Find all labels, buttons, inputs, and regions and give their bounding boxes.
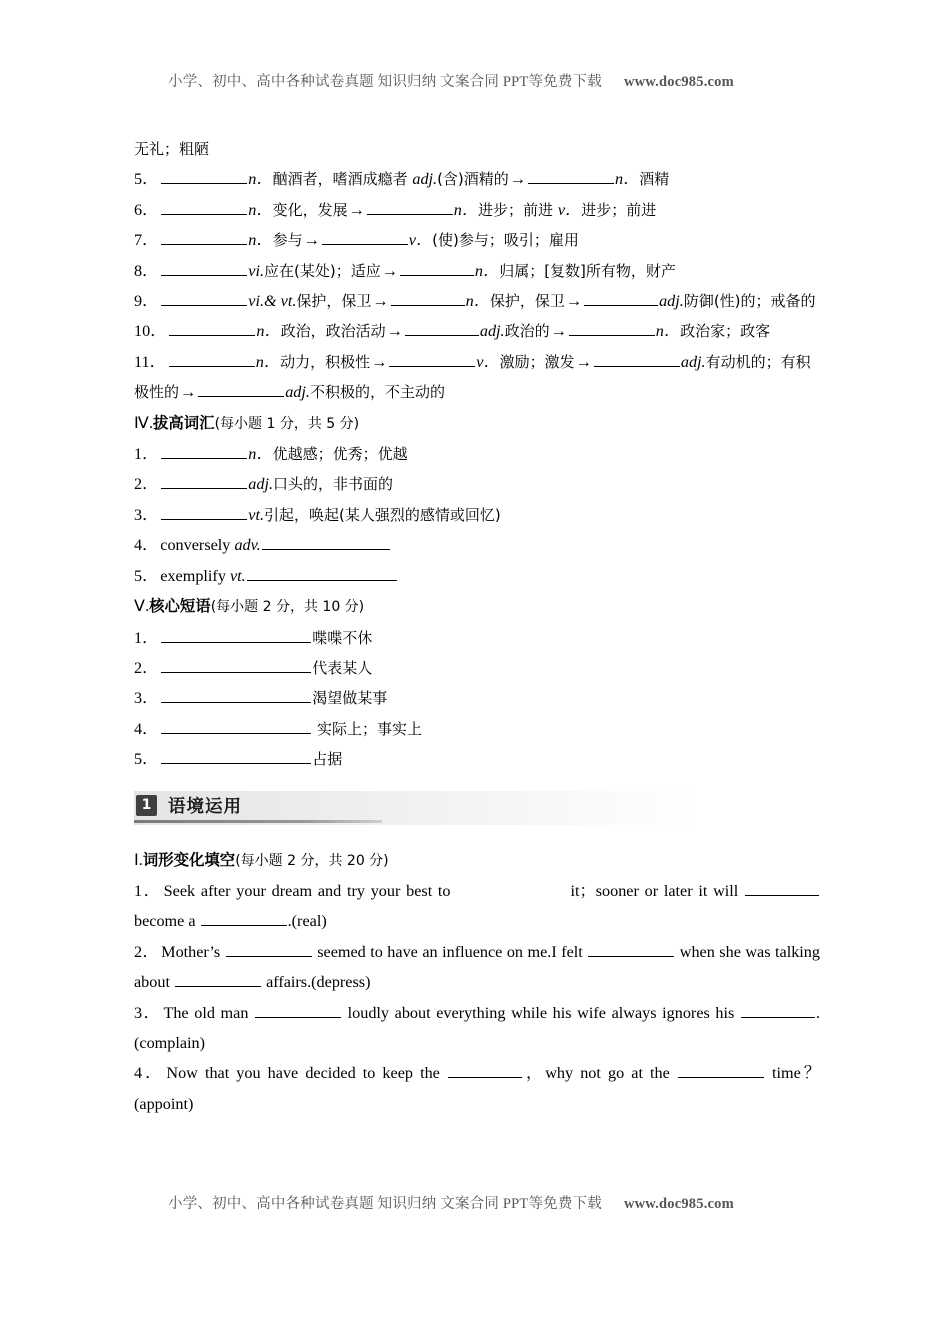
- chinese-gloss: 激励；激发: [499, 352, 575, 371]
- fill-in-blank[interactable]: [678, 1063, 764, 1078]
- chinese-gloss: 占据: [312, 750, 343, 769]
- list-item: [134, 256, 820, 286]
- context-section-numeral: Ⅰ.: [134, 850, 143, 869]
- part-of-speech-label: adj.: [285, 383, 310, 402]
- section-5-list: [134, 623, 820, 775]
- chinese-gloss: 进步；前进: [581, 200, 657, 219]
- fill-in-blank[interactable]: [448, 1063, 522, 1078]
- fill-in-blank[interactable]: [528, 169, 614, 184]
- fill-in-blank[interactable]: [322, 230, 408, 245]
- chinese-gloss: 政治，政治活动: [280, 322, 386, 341]
- derivation-arrow-icon: →: [371, 352, 388, 371]
- list-item: [134, 561, 820, 591]
- part-of-speech-label: vi.& vt.: [248, 292, 297, 311]
- list-item: [134, 286, 820, 316]
- banner-spacer: [134, 837, 820, 845]
- part-of-speech-label: n．: [248, 170, 273, 189]
- item-number: 10．: [134, 322, 167, 341]
- part-of-speech-label: v．: [476, 352, 500, 371]
- part-of-speech-label: adj.: [680, 352, 706, 371]
- sentence-text: when she was talking about: [134, 942, 820, 992]
- carryover-line: 无礼；粗陋: [134, 140, 210, 158]
- section-4-title: 拔高词汇: [153, 413, 215, 432]
- list-item: [134, 1058, 820, 1119]
- sentence-text: it；sooner or later it will: [570, 881, 744, 900]
- chinese-gloss: 酒精: [639, 170, 670, 189]
- list-item: [134, 316, 820, 346]
- fill-in-blank[interactable]: [391, 291, 465, 306]
- sentence-text: become a: [134, 912, 200, 931]
- fill-in-blank[interactable]: [569, 321, 655, 336]
- fill-in-blank[interactable]: [367, 200, 453, 215]
- fill-in-blank[interactable]: [161, 169, 247, 184]
- item-number: 8．: [134, 261, 159, 280]
- item-number: 1．: [134, 881, 162, 900]
- part-of-speech-label: adj.: [659, 292, 684, 311]
- part-of-speech-label: n．: [614, 170, 640, 189]
- section-heading-context: [134, 845, 820, 876]
- fill-in-blank[interactable]: [745, 881, 819, 896]
- sentence-text: seemed to have an influence on me.I felt: [312, 942, 588, 961]
- context-section-title: 词形变化填空: [142, 850, 236, 869]
- part-of-speech-label: vi.: [248, 261, 265, 280]
- chinese-gloss: 进步；前进: [478, 200, 558, 219]
- context-section-list: [134, 876, 820, 1119]
- fill-in-blank[interactable]: [247, 566, 397, 581]
- fill-in-blank[interactable]: [226, 942, 312, 957]
- list-item: [134, 347, 820, 408]
- part-of-speech-label: n．: [655, 322, 681, 341]
- derivation-arrow-icon: →: [372, 292, 389, 311]
- chinese-gloss: 保护，保卫: [489, 292, 565, 311]
- sentence-text: loudly about everything while his wife always ignores his: [342, 1003, 740, 1022]
- chinese-gloss: 实际上；事实上: [312, 719, 423, 738]
- part-of-speech-label: n．: [255, 352, 281, 371]
- item-number: 3．: [134, 689, 159, 708]
- chinese-gloss: 渴望做某事: [312, 689, 388, 708]
- fill-in-blank[interactable]: [161, 658, 311, 673]
- item-number: 4．: [134, 719, 159, 738]
- chinese-gloss: 政治家；政客: [680, 322, 771, 341]
- banner-underline-rule: [134, 820, 382, 823]
- derivation-arrow-icon: →: [575, 352, 592, 371]
- part-of-speech-label: n．: [248, 445, 273, 464]
- banner-title: 语境运用: [168, 796, 242, 817]
- derivation-arrow-icon: →: [565, 292, 583, 311]
- part-of-speech-label: adv.: [234, 536, 261, 555]
- part-of-speech-label: v．: [557, 200, 582, 219]
- sentence-text: affairs.(depress): [262, 973, 371, 992]
- watermark-header: [168, 70, 828, 91]
- fill-in-blank[interactable]: [161, 688, 311, 703]
- item-number: 3．: [134, 1003, 162, 1022]
- sentence-text: Seek after your dream and try your best to: [163, 881, 451, 900]
- part-of-speech-label: n．: [256, 322, 281, 341]
- fill-in-blank[interactable]: [400, 261, 474, 276]
- derivation-arrow-icon: →: [180, 383, 197, 402]
- part-of-speech-label: adj.: [248, 475, 274, 494]
- item-number: 6．: [134, 200, 159, 219]
- list-item: [134, 998, 820, 1059]
- chinese-gloss: (含)酒精的: [437, 170, 509, 189]
- list-item: [134, 623, 820, 653]
- chinese-gloss: 归属；[复数]所有物，财产: [499, 261, 676, 280]
- fill-in-blank[interactable]: [169, 321, 255, 336]
- derivation-arrow-icon: →: [386, 322, 403, 341]
- item-number: 4．: [134, 536, 159, 555]
- item-number: 5．: [134, 750, 159, 769]
- part-of-speech-label: n．: [248, 200, 273, 219]
- chinese-gloss: 代表某人: [312, 658, 373, 677]
- section-5-numeral: Ⅴ.: [134, 597, 150, 616]
- item-number: 3．: [134, 505, 159, 524]
- list-item: [134, 439, 820, 469]
- fill-in-blank[interactable]: [584, 291, 658, 306]
- chinese-gloss: 优越感；优秀；优越: [272, 445, 408, 464]
- sentence-text: Now that you have decided to keep the: [166, 1064, 447, 1083]
- chinese-gloss: 酗酒者，嗜酒成瘾者: [272, 170, 413, 189]
- chinese-gloss: (使)参与；吸引；雇用: [432, 231, 579, 250]
- fill-in-blank[interactable]: [161, 719, 311, 734]
- fill-in-blank[interactable]: [198, 382, 284, 397]
- section-heading-4: [134, 408, 820, 439]
- list-item: [134, 653, 820, 683]
- list-item: [134, 164, 820, 194]
- section-4-list: [134, 439, 820, 591]
- section-4-numeral: Ⅳ.: [134, 413, 153, 432]
- list-item: [134, 714, 820, 744]
- item-number: 1．: [134, 628, 159, 647]
- fill-in-blank[interactable]: [255, 1003, 341, 1018]
- part-of-speech-label: adj.: [412, 170, 438, 189]
- fill-in-blank[interactable]: [201, 911, 287, 926]
- chinese-gloss: 防御(性)的；戒备的: [683, 292, 816, 311]
- sentence-text: time？(appoint): [134, 1064, 821, 1113]
- chinese-gloss: 动力，积极性: [280, 352, 371, 371]
- derivation-arrow-icon: →: [509, 170, 526, 189]
- fill-in-blank[interactable]: [389, 352, 475, 367]
- item-number: 5．: [134, 170, 159, 189]
- list-item: [134, 530, 820, 560]
- list-item: [134, 225, 820, 255]
- word-formation-list: [134, 164, 820, 407]
- fill-in-blank[interactable]: [588, 942, 674, 957]
- sentence-text: conversely: [160, 536, 235, 555]
- list-item: [134, 683, 820, 713]
- fill-in-blank[interactable]: [161, 200, 247, 215]
- fill-in-blank[interactable]: [741, 1003, 815, 1018]
- derivation-arrow-icon: →: [303, 231, 320, 250]
- section-heading-5: [134, 591, 820, 622]
- watermark-footer-text: 小学、初中、高中各种试卷真题 知识归纳 文案合同 PPT等免费下载: [168, 1196, 602, 1212]
- watermark-footer-url: www.doc985.com: [623, 1196, 734, 1212]
- chinese-gloss: 政治的: [504, 322, 550, 341]
- section-5-title: 核心短语: [149, 597, 211, 616]
- chinese-gloss: 喋喋不休: [312, 628, 373, 647]
- item-number: 5．: [134, 566, 159, 585]
- item-number: 4．: [134, 1064, 165, 1083]
- sentence-text: Mother’s: [161, 942, 225, 961]
- list-item: [134, 195, 820, 225]
- sentence-text: The old man: [163, 1003, 255, 1022]
- derivation-arrow-icon: →: [381, 261, 398, 280]
- part-of-speech-label: adj.: [479, 322, 505, 341]
- part-of-speech-label: n．: [474, 261, 500, 280]
- banner-number-badge: 1: [136, 795, 157, 816]
- context-section-points: (每小题 2 分，共 20 分): [235, 852, 389, 869]
- item-number: 2．: [134, 658, 159, 677]
- section-5-points: (每小题 2 分，共 10 分): [210, 599, 365, 616]
- item-number: 1．: [134, 445, 159, 464]
- derivation-arrow-icon: →: [348, 200, 365, 219]
- chinese-gloss: 有动机的；有积极性的: [134, 352, 811, 402]
- sentence-text: ，why not go at the: [522, 1064, 677, 1083]
- chinese-gloss: 不积极的，不主动的: [309, 383, 445, 402]
- fill-in-blank[interactable]: [161, 291, 247, 306]
- part-of-speech-label: vt.: [248, 505, 265, 524]
- watermark-header-text: 小学、初中、高中各种试卷真题 知识归纳 文案合同 PPT等免费下载: [168, 74, 602, 90]
- list-item: [134, 469, 820, 499]
- derivation-arrow-icon: →: [550, 322, 567, 341]
- chinese-gloss: 保护，保卫: [296, 292, 372, 311]
- chinese-gloss: 应在(某处)；适应: [264, 261, 381, 280]
- part-of-speech-label: n．: [453, 200, 479, 219]
- fill-in-blank[interactable]: [169, 352, 255, 367]
- fill-in-blank[interactable]: [161, 230, 247, 245]
- sentence-text: .(complain): [134, 1003, 820, 1052]
- fill-in-blank[interactable]: [175, 972, 261, 987]
- item-number: 2．: [134, 475, 159, 494]
- part-of-speech-label: v．: [408, 231, 433, 250]
- item-number: 11．: [134, 352, 166, 371]
- chinese-gloss: 引起，唤起(某人强烈的感情或回忆): [264, 505, 501, 524]
- fill-in-blank[interactable]: [262, 535, 390, 550]
- fill-in-blank[interactable]: [161, 444, 247, 459]
- context-banner: [134, 791, 820, 831]
- list-item: [134, 500, 820, 530]
- fill-in-blank[interactable]: [161, 474, 247, 489]
- item-number: 7．: [134, 231, 159, 250]
- sentence-text: .(real): [287, 912, 327, 931]
- list-item: [134, 937, 820, 998]
- fill-in-blank[interactable]: [161, 505, 247, 520]
- fill-in-blank[interactable]: [452, 882, 570, 896]
- fill-in-blank[interactable]: [594, 352, 680, 367]
- item-number: 9．: [134, 292, 159, 311]
- chinese-gloss: 参与: [272, 231, 303, 250]
- watermark-header-url: www.doc985.com: [623, 74, 734, 90]
- chinese-gloss: 口头的，非书面的: [273, 475, 394, 494]
- document-content: [134, 134, 820, 1119]
- part-of-speech-label: n．: [465, 292, 490, 311]
- section-4-points: (每小题 1 分，共 5 分): [214, 415, 360, 432]
- sentence-text: exemplify: [160, 566, 230, 585]
- item-number: 2．: [134, 942, 160, 961]
- fill-in-blank[interactable]: [161, 261, 247, 276]
- fill-in-blank[interactable]: [161, 749, 311, 764]
- fill-in-blank[interactable]: [161, 628, 311, 643]
- list-item: [134, 876, 820, 937]
- chinese-gloss: 变化，发展: [272, 200, 348, 219]
- list-item: [134, 744, 820, 774]
- fill-in-blank[interactable]: [405, 321, 479, 336]
- part-of-speech-label: n．: [248, 231, 273, 250]
- part-of-speech-label: vt.: [229, 566, 246, 585]
- watermark-footer: [168, 1192, 828, 1213]
